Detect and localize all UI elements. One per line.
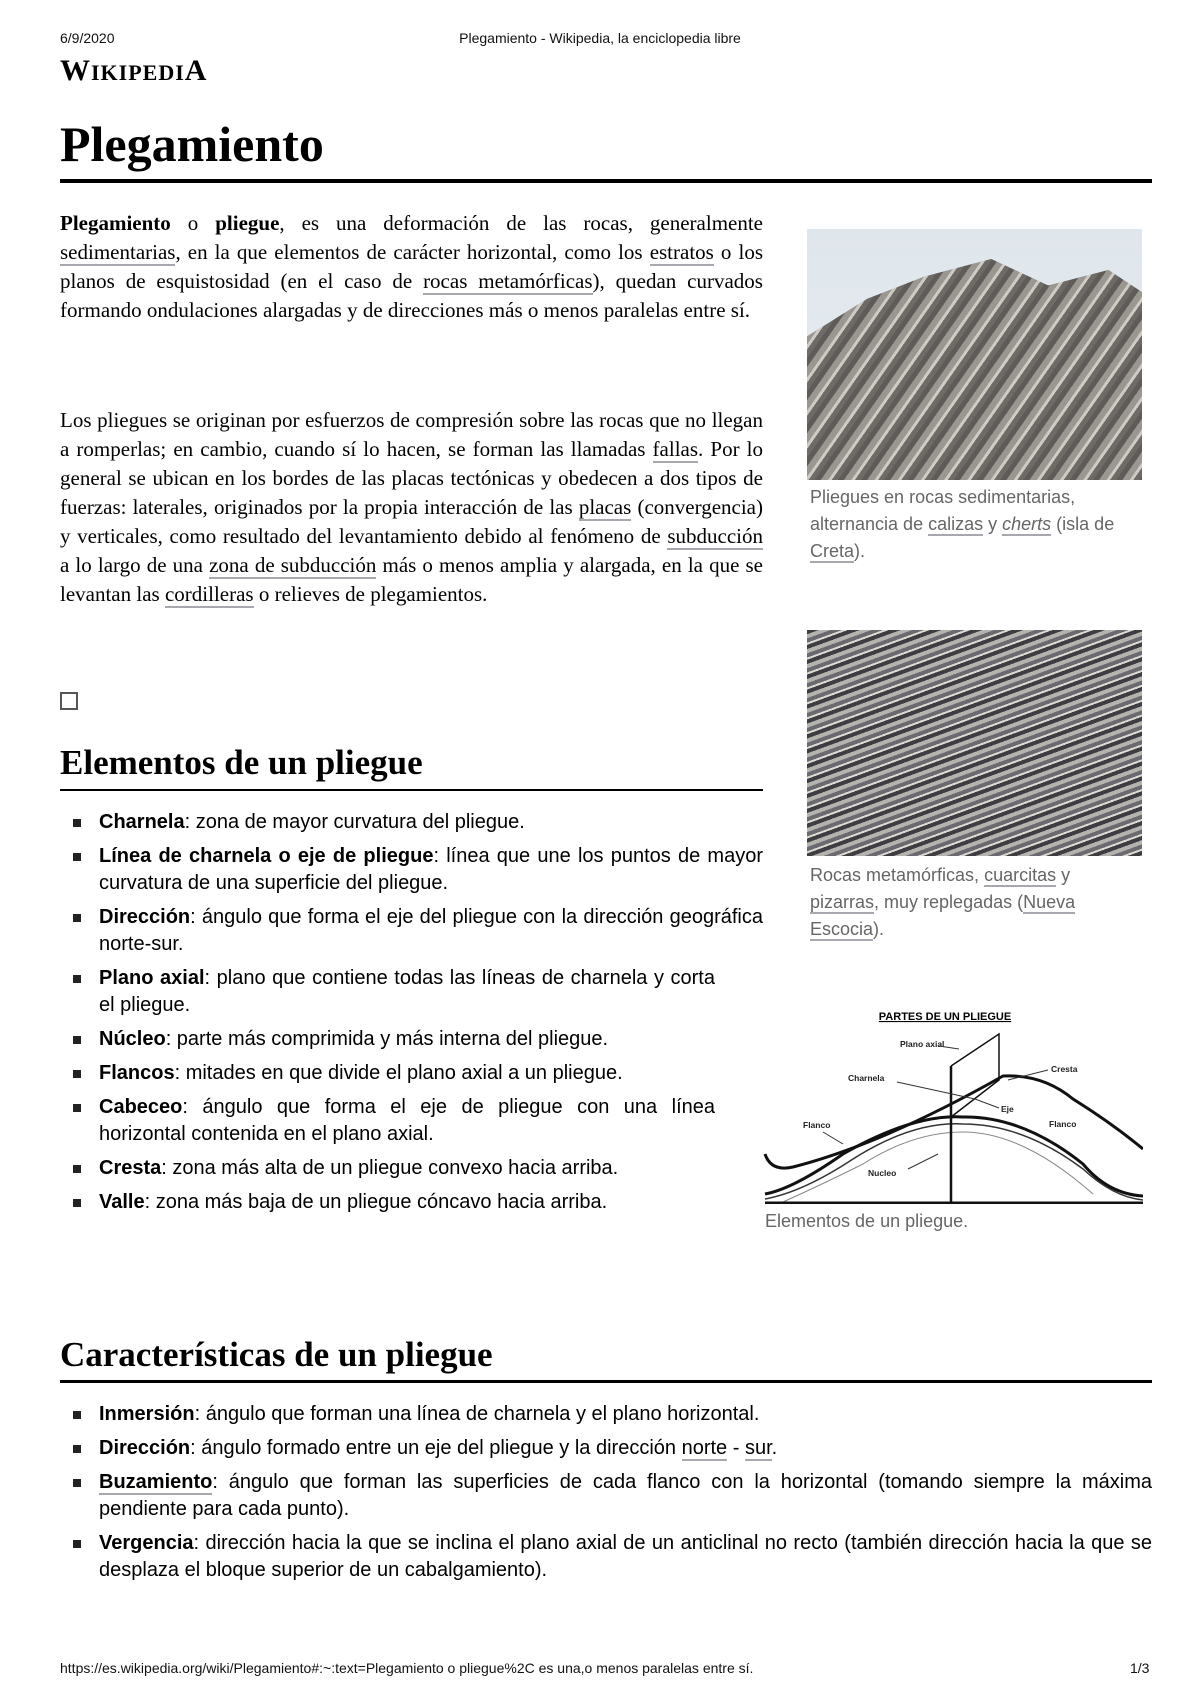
text-run: o relieves de plegamientos. xyxy=(253,582,488,606)
text-run: : plano que contiene todas las líneas de charnela y corta el pliegue. xyxy=(99,967,715,1016)
text-run: : ángulo que forman las superficies de cada flanco con la horizontal (tomando siempre la máxima pendiente para cada punto). xyxy=(99,1471,1152,1520)
list-item xyxy=(60,1435,1152,1462)
text-run: : ángulo que forma el eje de pliegue con una línea horizontal contenida en el plano axial. xyxy=(99,1096,715,1145)
text-run: a lo largo de una xyxy=(60,553,210,577)
text-run: ). xyxy=(873,919,885,939)
label-nucleo: Nucleo xyxy=(868,1168,897,1178)
inner-fold-line-3 xyxy=(783,1132,1093,1202)
text-run: Los pliegues se originan por esfuerzos de compresión sobre las rocas que no llegan a romperlas; en cambio, cuando sí lo hacen, se forman las llamadas xyxy=(60,408,763,461)
bold-term: Flancos xyxy=(99,1062,175,1084)
wiki-link[interactable]: Nueva Escocia xyxy=(810,892,1076,939)
intro-paragraph-1 xyxy=(60,209,763,325)
wiki-link[interactable]: subducción xyxy=(667,524,763,548)
print-date: 6/9/2020 xyxy=(60,30,115,46)
bold-term: Valle xyxy=(99,1191,145,1213)
text-run: , muy replegadas ( xyxy=(874,892,1024,912)
bold-term: Plano axial xyxy=(99,967,205,989)
text-run: : mitades en que divide el plano axial a un pliegue. xyxy=(174,1062,623,1084)
bold-term: Núcleo xyxy=(99,1028,166,1050)
text-run: , en la que elementos de carácter horizontal, como los xyxy=(175,240,650,264)
wiki-link[interactable]: sedimentarias xyxy=(60,240,176,264)
text-run: (isla de xyxy=(1051,514,1115,534)
figure-folds-crete-image[interactable] xyxy=(807,229,1142,480)
text-run: Pliegues en rocas sedimentarias, alternancia de xyxy=(810,487,1076,534)
bold-term: Cresta xyxy=(99,1157,162,1179)
section-heading-elementos: Elementos de un pliegue xyxy=(60,743,423,782)
text-run: - xyxy=(727,1437,745,1459)
bold-term: Charnela xyxy=(99,811,185,833)
bold-term: pliegue xyxy=(215,211,280,235)
list-item xyxy=(60,1094,715,1148)
text-run: : parte más comprimida y más interna del pliegue. xyxy=(165,1028,609,1050)
checkbox-icon[interactable] xyxy=(60,692,78,710)
page-title: Plegamiento xyxy=(60,116,324,172)
list-item xyxy=(60,1189,715,1216)
figure-metamorphic-rocks-image[interactable] xyxy=(807,630,1142,856)
text-run: (convergencia) y verticales, como resultado del levantamiento debido al fenómeno de xyxy=(60,495,763,548)
section-1-divider xyxy=(60,789,763,791)
text-run: o xyxy=(170,211,216,235)
wikipedia-logo[interactable]: WIKIPEDIA xyxy=(60,54,208,87)
wiki-link[interactable]: cuarcitas xyxy=(984,865,1057,885)
diagram-title: PARTES DE UN PLIEGUE xyxy=(878,1011,1012,1023)
bold-term: Línea de charnela o eje de pliegue xyxy=(99,845,434,867)
list-item xyxy=(60,809,763,836)
wiki-link[interactable]: cordilleras xyxy=(164,582,254,606)
text-run: . Por lo general se ubican en los bordes de las placas tectónicas y obedecen a dos tipos de fuerzas: laterales, originados por la propia interacción de las xyxy=(60,437,763,519)
print-page-number: 1/3 xyxy=(1130,1660,1150,1676)
wiki-link[interactable]: rocas metamórficas xyxy=(423,269,593,293)
axial-plane-outline xyxy=(951,1034,999,1117)
bold-term: Dirección xyxy=(99,1437,191,1459)
label-flanco-left: Flanco xyxy=(803,1120,831,1130)
list-item xyxy=(60,843,763,897)
list-item xyxy=(60,1060,715,1087)
bold-term: Dirección xyxy=(99,906,191,928)
list-item xyxy=(60,1469,1152,1523)
figure-3-caption xyxy=(765,1208,968,1235)
label-plano-axial: Plano axial xyxy=(900,1039,945,1049)
characteristics-list xyxy=(60,1401,1152,1591)
text-run: : línea que une los puntos de mayor curvatura de una superficie del pliegue. xyxy=(99,845,763,894)
text-run: ). xyxy=(854,541,866,561)
text-run: Rocas metamórficas, xyxy=(810,865,985,885)
text-run: ), quedan curvados formando ondulaciones alargadas y de direcciones más o menos paralelas entre sí. xyxy=(60,269,763,322)
bold-term: Plegamiento xyxy=(60,211,171,235)
wiki-link[interactable]: placas xyxy=(578,495,632,519)
label-eje: Eje xyxy=(1001,1104,1014,1114)
wiki-link[interactable]: zona de subducción xyxy=(209,553,377,577)
wiki-link[interactable]: cherts xyxy=(1002,514,1052,534)
bold-term: Vergencia xyxy=(99,1532,194,1554)
text-run: : zona de mayor curvatura del pliegue. xyxy=(184,811,525,833)
label-charnela: Charnela xyxy=(848,1073,885,1083)
figure-2-caption xyxy=(810,862,1130,943)
list-item xyxy=(60,1026,715,1053)
text-run: : zona más alta de un pliegue convexo hacia arriba. xyxy=(161,1157,619,1179)
title-divider xyxy=(60,179,1152,183)
wiki-link[interactable]: estratos xyxy=(649,240,714,264)
text-run: más o menos amplia y alargada, en la que se levantan las xyxy=(60,553,763,606)
text-run: , es una deformación de las rocas, generalmente xyxy=(279,211,764,235)
bold-term: Inmersión xyxy=(99,1403,195,1425)
section-2-divider xyxy=(60,1380,1152,1383)
print-url[interactable]: https://es.wikipedia.org/wiki/Plegamiento#:~:text=Plegamiento o pliegue%2C es una,o menos paralelas entre sí. xyxy=(60,1660,754,1676)
text-run: : zona más baja de un pliegue cóncavo hacia arriba. xyxy=(144,1191,608,1213)
fold-parts-diagram[interactable] xyxy=(763,1004,1143,1204)
elements-list xyxy=(60,809,763,1223)
text-run: : ángulo formado entre un eje del pliegue y la dirección xyxy=(190,1437,682,1459)
wiki-link[interactable]: calizas xyxy=(928,514,984,534)
text-run: : ángulo que forman una línea de charnela y el plano horizontal. xyxy=(194,1403,760,1425)
wiki-link[interactable]: fallas xyxy=(652,437,699,461)
list-item xyxy=(60,1155,715,1182)
text-run: . xyxy=(771,1437,778,1459)
wiki-link[interactable]: sur xyxy=(744,1437,772,1459)
text-run: y xyxy=(1056,865,1071,885)
section-heading-caracteristicas: Características de un pliegue xyxy=(60,1335,493,1374)
text-run: : dirección hacia la que se inclina el plano axial de un anticlinal no recto (también dirección hacia la que se desplaza el bloque superior de un cabalgamiento). xyxy=(99,1532,1152,1581)
wiki-link[interactable]: norte xyxy=(681,1437,728,1459)
wiki-link[interactable]: Buzamiento xyxy=(99,1471,213,1493)
bold-term: Cabeceo xyxy=(99,1096,183,1118)
figure-1-caption xyxy=(810,484,1140,565)
list-item xyxy=(60,1530,1152,1584)
print-title: Plegamiento - Wikipedia, la enciclopedia libre xyxy=(459,30,741,46)
text-run: Elementos de un pliegue. xyxy=(765,1211,969,1231)
text-run: o los planos de esquistosidad (en el caso de xyxy=(60,240,763,293)
list-item xyxy=(60,904,763,958)
wiki-link[interactable]: Creta xyxy=(810,541,855,561)
label-flanco-right: Flanco xyxy=(1049,1119,1077,1129)
label-cresta: Cresta xyxy=(1051,1064,1078,1074)
text-run: y xyxy=(983,514,1003,534)
intro-paragraph-2 xyxy=(60,406,763,609)
list-item xyxy=(60,1401,1152,1428)
list-item xyxy=(60,965,715,1019)
wiki-link[interactable]: pizarras xyxy=(810,892,875,912)
text-run: : ángulo que forma el eje del pliegue con la dirección geográfica norte-sur. xyxy=(99,906,763,955)
